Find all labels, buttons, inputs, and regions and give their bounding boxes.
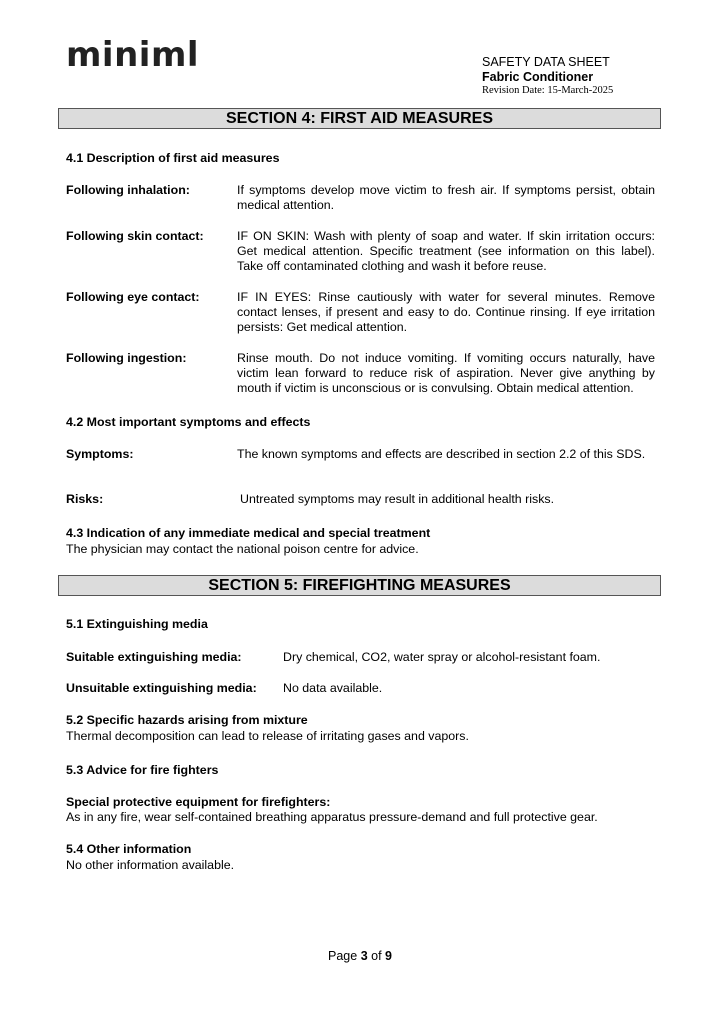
ppe-label: Special protective equipment for firefighters:: [66, 795, 331, 809]
heading-5-2: 5.2 Specific hazards arising from mixture: [66, 713, 308, 727]
page-footer: [0, 949, 720, 964]
risks-text: Untreated symptoms may result in additional health risks.: [240, 492, 555, 506]
ingestion-text: Rinse mouth. Do not induce vomiting. If vomiting occurs naturally, have victim lean forward to reduce risk of aspiration. Never give anything by mouth if victim is unconscious or is convulsing. Obtain medical attention.: [237, 351, 655, 395]
symptoms-text: The known symptoms and effects are described in section 2.2 of this SDS.: [237, 447, 646, 461]
product-name: Fabric Conditioner: [482, 70, 594, 84]
symptoms-label: Symptoms:: [66, 447, 134, 461]
page-word: Page: [328, 949, 358, 963]
inhalation-text: If symptoms develop move victim to fresh air. If symptoms persist, obtain medical attention.: [237, 183, 655, 212]
heading-4-3: 4.3 Indication of any immediate medical and special treatment: [66, 526, 431, 540]
brand-logo: [66, 35, 200, 75]
of-word: of: [371, 949, 382, 963]
unsuitable-media-label: Unsuitable extinguishing media:: [66, 681, 257, 695]
page-total: 9: [385, 949, 392, 963]
revision-date: Revision Date: 15-March-2025: [482, 85, 614, 96]
doc-type: SAFETY DATA SHEET: [482, 55, 610, 69]
skin-contact-text: IF ON SKIN: Wash with plenty of soap and water. If skin irritation occurs: Get medical attention. Specific treatment (see information on this label). Take off contaminated clothing and wash it before reuse.: [237, 229, 655, 273]
heading-5-4: 5.4 Other information: [66, 842, 192, 856]
risks-label: Risks:: [66, 492, 104, 506]
page-current: 3: [360, 949, 368, 963]
heading-5-2-text: Thermal decomposition can lead to release of irritating gases and vapors.: [66, 729, 469, 743]
suitable-media-text: Dry chemical, CO2, water spray or alcohol-resistant foam.: [283, 650, 601, 664]
ingestion-label: Following ingestion:: [66, 351, 187, 365]
eye-contact-label: Following eye contact:: [66, 290, 200, 304]
skin-contact-label: Following skin contact:: [66, 229, 204, 243]
heading-4-1: 4.1 Description of first aid measures: [66, 151, 280, 165]
heading-4-3-text: The physician may contact the national poison centre for advice.: [66, 542, 419, 556]
eye-contact-text: IF IN EYES: Rinse cautiously with water for several minutes. Remove contact lenses, if present and easy to do. Continue rinsing. If eye irritation persists: Get medical attention.: [237, 290, 655, 334]
suitable-media-label: Suitable extinguishing media:: [66, 650, 242, 664]
heading-5-3: 5.3 Advice for fire fighters: [66, 763, 219, 777]
heading-4-2: 4.2 Most important symptoms and effects: [66, 415, 311, 429]
document-header: [482, 55, 613, 97]
section-4-title: SECTION 4: FIRST AID MEASURES: [58, 108, 661, 129]
heading-5-4-text: No other information available.: [66, 858, 235, 872]
heading-5-1: 5.1 Extinguishing media: [66, 617, 208, 631]
unsuitable-media-text: No data available.: [283, 681, 383, 695]
ppe-text: As in any fire, wear self-contained breathing apparatus pressure-demand and full protective gear.: [66, 810, 598, 824]
inhalation-label: Following inhalation:: [66, 183, 190, 197]
logo-text: miniml: [66, 35, 200, 75]
section-5-title: SECTION 5: FIREFIGHTING MEASURES: [58, 575, 661, 596]
